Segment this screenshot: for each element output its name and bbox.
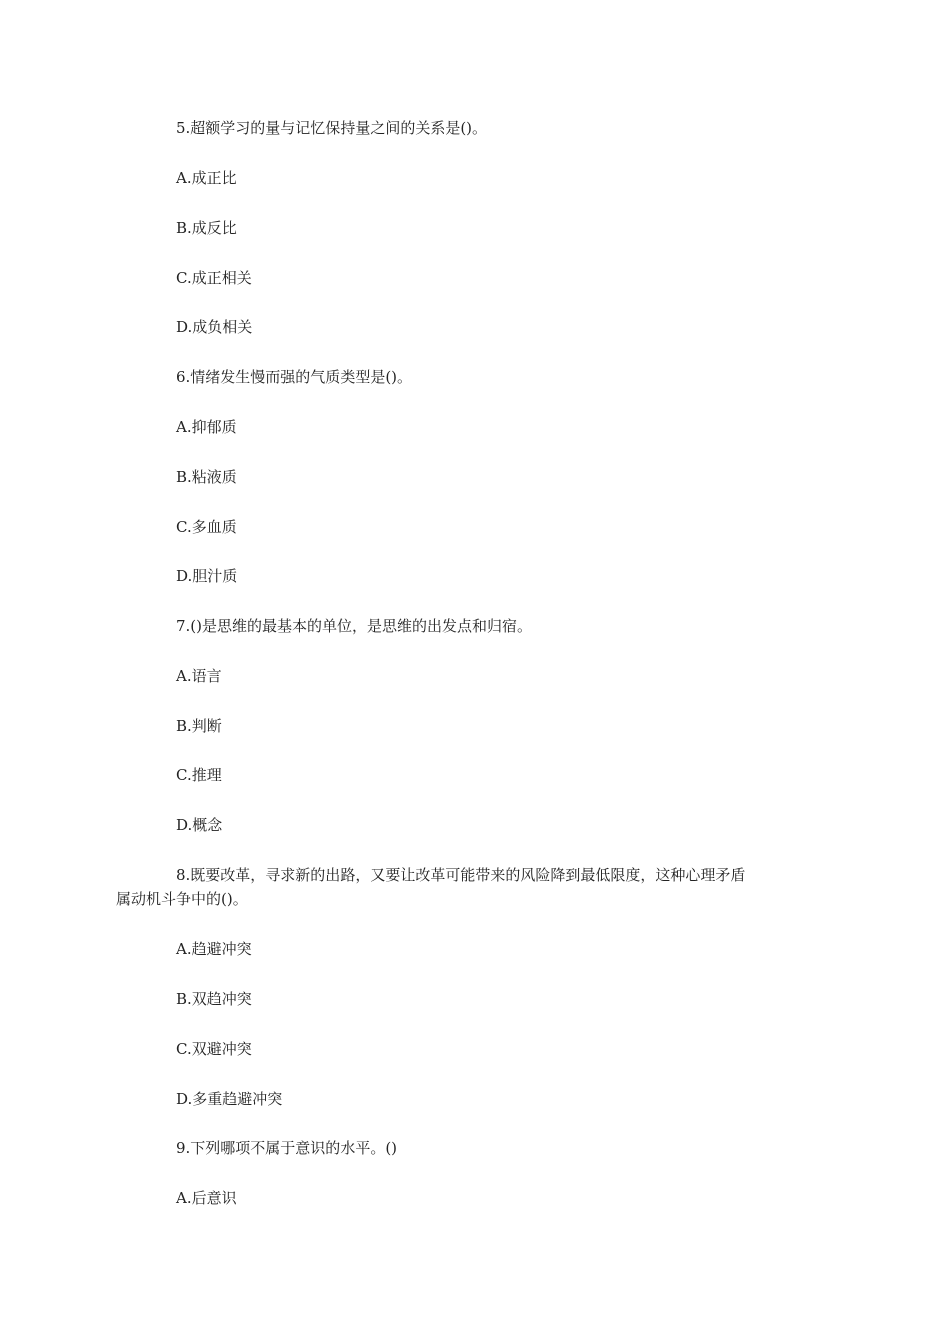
question-5-option-b: B.成反比	[176, 219, 237, 237]
question-7-option-b: B.判断	[176, 717, 222, 735]
question-7-stem: 7.()是思维的最基本的单位，是思维的出发点和归宿。	[176, 617, 533, 635]
question-8-option-c: C.双避冲突	[176, 1040, 252, 1058]
question-7-option-c: C.推理	[176, 766, 222, 784]
question-8-stem-line-2: 属动机斗争中的()。	[116, 890, 248, 908]
question-6-stem: 6.情绪发生慢而强的气质类型是()。	[176, 368, 413, 386]
question-9-stem: 9.下列哪项不属于意识的水平。()	[176, 1139, 398, 1157]
question-8-option-b: B.双趋冲突	[176, 990, 252, 1008]
question-6-option-d: D.胆汁质	[176, 567, 238, 585]
question-8-stem-line-1: 8.既要改革，寻求新的出路，又要让改革可能带来的风险降到最低限度，这种心理矛盾	[176, 866, 746, 884]
question-5-option-d: D.成负相关	[176, 318, 253, 336]
question-9-option-a: A.后意识	[176, 1189, 237, 1207]
question-5-option-a: A.成正比	[176, 169, 237, 187]
question-7-option-d: D.概念	[176, 816, 223, 834]
question-6-option-b: B.粘液质	[176, 468, 237, 486]
question-5-option-c: C.成正相关	[176, 269, 252, 287]
question-8-option-a: A.趋避冲突	[176, 940, 252, 958]
question-7-option-a: A.语言	[176, 667, 222, 685]
question-8-option-d: D.多重趋避冲突	[176, 1090, 283, 1108]
question-6-option-c: C.多血质	[176, 518, 237, 536]
question-6-option-a: A.抑郁质	[176, 418, 237, 436]
question-5-stem: 5.超额学习的量与记忆保持量之间的关系是()。	[176, 119, 488, 137]
